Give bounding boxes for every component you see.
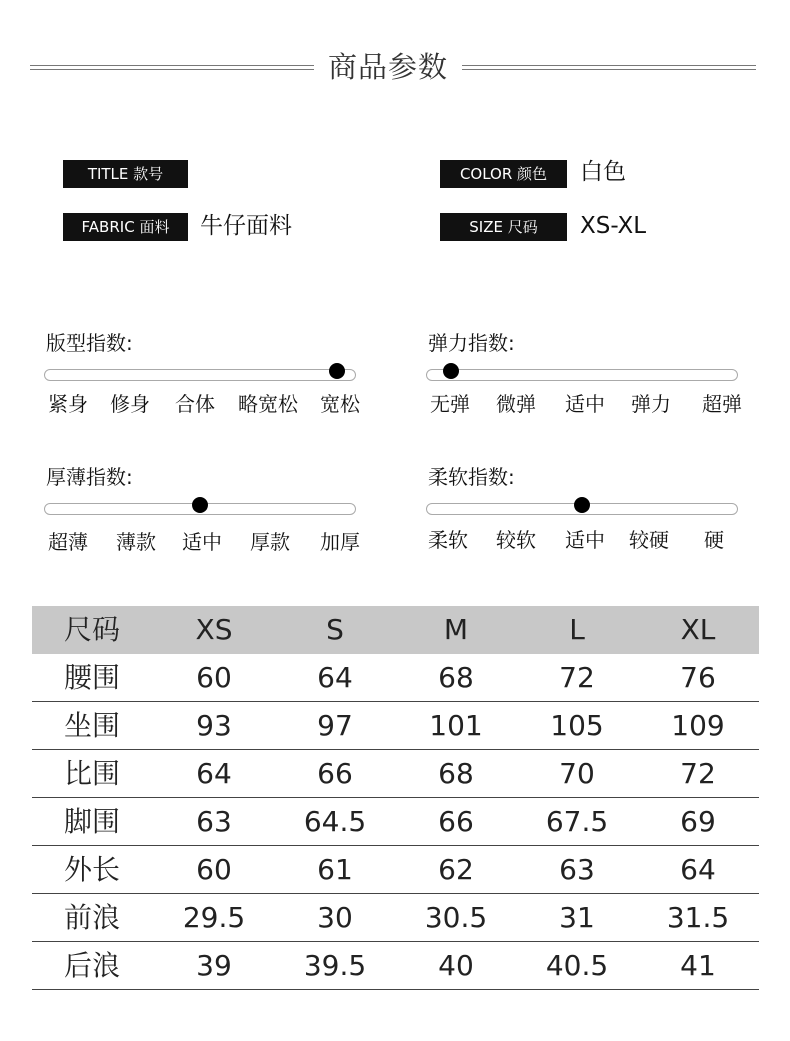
table-row: [32, 702, 759, 750]
elasticity-index-label: 超弹: [702, 392, 742, 416]
elasticity-index-label: 弹力: [631, 392, 671, 416]
table-cell: 97: [317, 709, 353, 742]
table-cell: 72: [559, 661, 595, 694]
table-cell: 64.5: [303, 805, 367, 838]
table-cell: 前浪: [64, 901, 121, 934]
fit-index-label: 略宽松: [238, 392, 298, 416]
fit-index-label: 紧身: [48, 392, 88, 416]
table-header-cell: 尺码: [64, 613, 121, 646]
elasticity-index-label: 无弹: [430, 392, 470, 416]
table-cell: 40.5: [545, 949, 609, 982]
table-header-cell: S: [326, 613, 344, 646]
size-label: SIZE 尺码: [440, 213, 567, 241]
table-cell: 比围: [64, 757, 121, 790]
color-value: 白色: [580, 159, 626, 185]
table-row: [32, 894, 759, 942]
table-cell: 101: [429, 709, 483, 742]
elasticity-index-title: 弹力指数:: [428, 331, 515, 355]
table-cell: 63: [559, 853, 595, 886]
fit-index-track: [44, 369, 356, 381]
table-cell: 76: [680, 661, 716, 694]
table-cell: 40: [438, 949, 474, 982]
table-cell: 66: [317, 757, 353, 790]
thickness-index-marker: [192, 497, 208, 513]
table-cell: 坐围: [64, 709, 121, 742]
thickness-index-title: 厚薄指数:: [46, 465, 133, 489]
table-cell: 66: [438, 805, 474, 838]
table-row: [32, 750, 759, 798]
elasticity-index-marker: [443, 363, 459, 379]
title-label: TITLE 款号: [63, 160, 188, 188]
header-rule-right: [462, 65, 756, 70]
table-cell: 39: [196, 949, 232, 982]
fabric-label: FABRIC 面料: [63, 213, 188, 241]
softness-index-marker: [574, 497, 590, 513]
header-rule-left: [30, 65, 314, 70]
table-cell: 脚围: [64, 805, 121, 838]
fit-index-label: 合体: [175, 392, 215, 416]
table-row: [32, 942, 759, 990]
thickness-index-label: 厚款: [250, 530, 290, 554]
table-row: [32, 846, 759, 894]
table-cell: 60: [196, 661, 232, 694]
table-cell: 63: [196, 805, 232, 838]
size-value: XS-XL: [580, 213, 647, 239]
table-cell: 93: [196, 709, 232, 742]
table-cell: 68: [438, 757, 474, 790]
table-cell: 69: [680, 805, 716, 838]
table-header-cell: XL: [680, 613, 716, 646]
section-header: [0, 48, 790, 88]
fit-index-label: 宽松: [320, 392, 360, 416]
table-cell: 后浪: [64, 949, 121, 982]
table-cell: 68: [438, 661, 474, 694]
fabric-value: 牛仔面料: [200, 213, 292, 239]
table-cell: 31.5: [666, 901, 730, 934]
thickness-index-label: 适中: [182, 530, 222, 554]
table-cell: 29.5: [182, 901, 246, 934]
table-cell: 62: [438, 853, 474, 886]
elasticity-index-label: 适中: [565, 392, 605, 416]
table-cell: 64: [317, 661, 353, 694]
table-row: [32, 654, 759, 702]
table-cell: 41: [680, 949, 716, 982]
softness-index-label: 硬: [704, 528, 724, 552]
table-header-row: [32, 606, 759, 654]
table-header-cell: M: [443, 613, 469, 646]
table-cell: 外长: [64, 853, 121, 886]
table-cell: 30.5: [424, 901, 488, 934]
table-cell: 39.5: [303, 949, 367, 982]
size-table: [32, 606, 759, 990]
table-cell: 72: [680, 757, 716, 790]
softness-index-label: 较软: [496, 528, 536, 552]
elasticity-index-track: [426, 369, 738, 381]
softness-index-label: 较硬: [629, 528, 669, 552]
softness-index-label: 适中: [565, 528, 605, 552]
thickness-index-label: 加厚: [320, 530, 360, 554]
fit-index-label: 修身: [110, 392, 150, 416]
table-cell: 64: [680, 853, 716, 886]
softness-index-title: 柔软指数:: [428, 465, 515, 489]
fit-index-title: 版型指数:: [46, 331, 133, 355]
table-cell: 67.5: [545, 805, 609, 838]
table-cell: 70: [559, 757, 595, 790]
page-title: 商品参数: [327, 50, 448, 84]
thickness-index-label: 薄款: [116, 530, 156, 554]
thickness-index-label: 超薄: [48, 530, 88, 554]
softness-index-label: 柔软: [428, 528, 468, 552]
table-cell: 61: [317, 853, 353, 886]
table-cell: 腰围: [64, 661, 121, 694]
table-row: [32, 798, 759, 846]
table-cell: 105: [550, 709, 604, 742]
table-header-cell: L: [569, 613, 585, 646]
elasticity-index-label: 微弹: [496, 392, 536, 416]
table-cell: 30: [317, 901, 353, 934]
table-cell: 109: [671, 709, 725, 742]
table-header-cell: XS: [195, 613, 233, 646]
color-label: COLOR 颜色: [440, 160, 567, 188]
table-cell: 31: [559, 901, 595, 934]
table-cell: 60: [196, 853, 232, 886]
table-cell: 64: [196, 757, 232, 790]
